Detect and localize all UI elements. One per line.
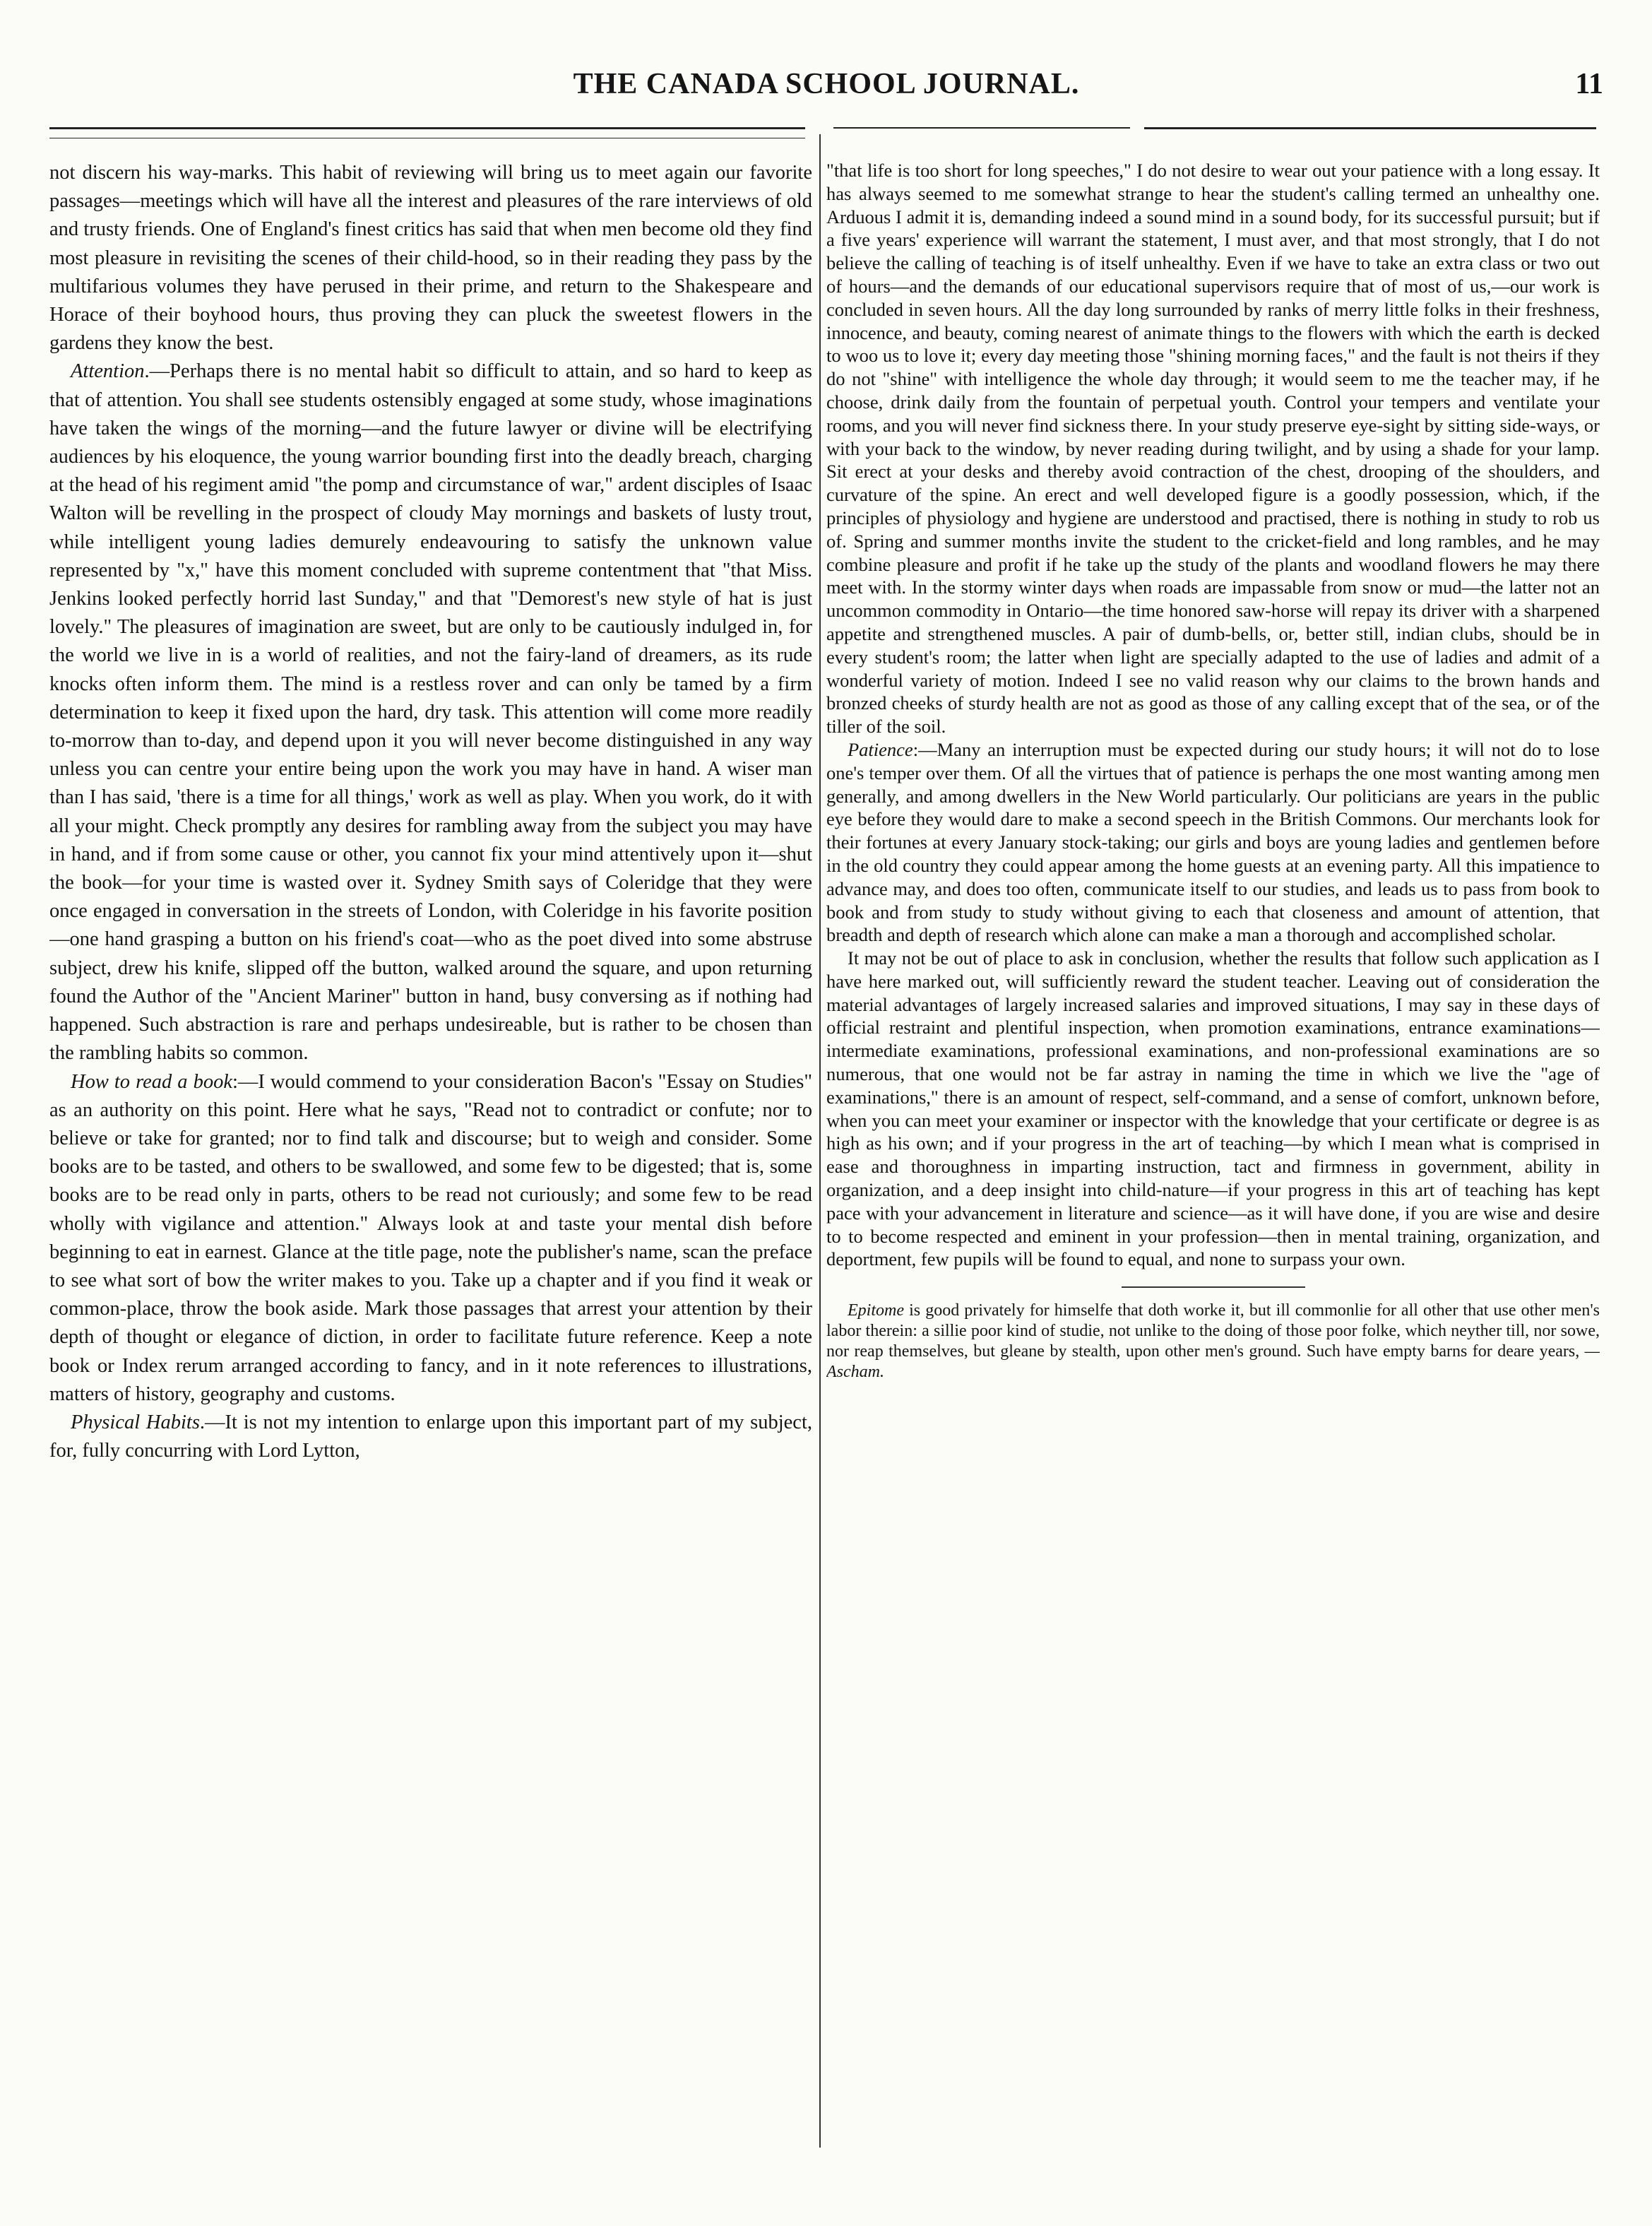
column-divider (819, 134, 821, 2148)
patience-heading: Patience (848, 738, 913, 760)
physical-habits-paragraph (49, 1409, 812, 1465)
left-paragraph-1: not discern his way-marks. This habit of reviewing will bring us to meet again our favorite passages—meetings which will have all the interest and pleasures of the rare interviews of old and trusty friends. One of England's finest critics has said that when men become old they find most pleasure in revisiting the scenes of their child-hood, so in their reading they pass by the multifarious volumes they have perused in their prime, and return to the Shakespeare and Horace of their boyhood hours, thus proving they can pluck the sweetest flowers in the gardens they know the best. (49, 162, 812, 355)
how-to-read-body: :—I would commend to your consideration Bacon's "Essay on Studies" as an authority on this point. Here what he says, "Read not to contradict or confute; nor to believe or take for granted; nor to find talk and discourse; but to weigh and consider. Some books are to be tasted, and others to be swallowed, and some few to be digested; that is, some books are to be read only in parts, others to be read not curiously; and some few to be read wholly with vigilance and attention." Always look at and taste your mental dish before beginning to eat in earnest. Glance at the title page, note the publisher's name, scan the preface to see what sort of bow the writer makes to you. Take up a chapter and if you find it weak or common-place, throw the book aside. Mark those passages that arrest your attention by their depth of thought or elegance of diction, in order to facilitate future reference. Keep a note book or Index rerum arranged according to fancy, and in it note references to illustrations, matters of history, geography and customs. (49, 1070, 812, 1405)
epitome-body: is good privately for himselfe that doth worke it, but ill commonlie for all other that use other men's labor therein: a sillie poor kind of studie, not unlike to the doing of those poor folke, which neyther till, nor sowe, nor reap themselves, but gleane by stealth, upon other men's ground. Such have empty barns for deare years, (826, 1301, 1600, 1361)
page-header (42, 67, 1610, 109)
epitome-quote (826, 1301, 1600, 1383)
left-column (49, 159, 812, 2148)
header-rule-mid (833, 127, 1130, 129)
conclusion-paragraph: It may not be out of place to ask in conclusion, whether the results that follow such application as I have here marked out, will sufficiently reward the student teacher. Leaving out of consideration the material advantages of largely increased salaries and improved situations, I may say in these days of official restraint and plentiful inspection, when promotion examinations, entrance examinations—intermediate examinations, professional examinations, and non-professional examinations are so numerous, that one would not be far astray in naming the time in which we live the "age of examinations," there is an amount of respect, self-command, and a sense of comfort, unknown before, when you can meet your examiner or inspector with the knowledge that your certificate or degree is as high as his own; and if your progress in the art of teaching—by which I mean what is comprised in ease and thoroughness in imparting instruction, tact and firmness in government, ability in organization, and a deep insight into child-nature—if your progress in this art of teaching has kept pace with your advancement in literature and science—as it will have done, if you are wise and desire to to become respected and eminent in your profession—then in mental training, organization, and deportment, few pupils will be found to equal, and none to surpass your own. (826, 947, 1600, 1270)
journal-title: THE CANADA SCHOOL JOURNAL. (573, 68, 1080, 100)
how-to-read-paragraph (49, 1068, 812, 1409)
attention-heading: Attention (71, 360, 145, 383)
quote-divider (1122, 1286, 1305, 1288)
page-number: 11 (1575, 68, 1603, 100)
header-rule-left (49, 127, 805, 129)
physical-habits-heading: Physical Habits (71, 1411, 200, 1433)
header-rule-right (1144, 127, 1596, 129)
epitome-heading: Epitome (848, 1301, 904, 1320)
right-column (826, 159, 1600, 2148)
right-paragraph-1: "that life is too short for long speeches," I do not desire to wear out your patience with a long essay. It has always seemed to me somewhat strange to hear the student's calling termed an unhealthy one. Arduous I admit it is, demanding indeed a sound mind in a sound body, for its successful pursuit; but if a five years' experience will warrant the statement, I must aver, and that most strongly, that I do not believe the calling of teaching is of itself unhealthy. Even if we have to take an extra class or two out of hours—and the demands of our educational supervisors require that of most of us,—our work is concluded in seven hours. All the day long surrounded by ranks of merry little folks in their freshness, innocence, and beauty, coming nearest of animate things to the flowers with which the earth is decked to woo us to love it; every day meeting those "shining morning faces," and the fault is not theirs if they do not "shine" with intelligence the whole day through; it would seem to me the teacher may, if he choose, drink daily from the fountain of perpetual youth. Control your tempers and ventilate your rooms, and you will never find sickness there. In your study preserve eye-sight by sitting side-ways, or with your back to the window, by never reading during twilight, and by using a shade for your lamp. Sit erect at your desks and thereby avoid contraction of the chest, drooping of the shoulders, and curvature of the spine. An erect and well developed figure is a goodly possession, which, if the principles of physiology and hygiene are understood and practised, there is nothing in study to rob us of. Spring and summer months invite the student to the cricket-field and long rambles, and he may combine pleasure and profit if he take up the study of the plants and woodland flowers he may there meet with. In the stormy winter days when roads are impassable from snow or mud—the latter not an uncommon commodity in Ontario—the time honored saw-horse will repay its driver with a sharpened appetite and strengthened muscles. A pair of dumb-bells, or, better still, indian clubs, should be in every student's room; the latter when light are specially adapted to the use of ladies and admit of a wonderful variety of motion. Indeed I see no valid reason why our claims to the brown hands and bronzed cheeks of sturdy health are not as good as those of any calling except that of the sea, or of the tiller of the soil. (826, 160, 1600, 738)
attention-paragraph (49, 357, 812, 1067)
patience-paragraph (826, 738, 1600, 947)
physical-habits-body: .—It is not my intention to enlarge upon this important part of my subject, for, fully concurring with Lord Lytton, (49, 1411, 812, 1462)
how-to-read-heading: How to read a book (71, 1070, 232, 1093)
attention-body: .—Perhaps there is no mental habit so difficult to attain, and so hard to keep as that of attention. You shall see students ostensibly engaged at some study, whose imaginations have taken the wings of the morning—and the future lawyer or divine will be electrifying audiences by his eloquence, the young warrior bounding first into the deadly breach, charging at the head of his regiment amid "the pomp and circumstance of war," ardent disciples of Isaac Walton will be revelling in the prospect of cloudy May mornings and baskets of lusty trout, while intelligent young ladies demurely endeavouring to satisfy the unknown value represented by "x," have this moment concluded with supreme contentment that "that Miss. Jenkins looked perfectly horrid last Sunday," and that "Demorest's new style of hat is just lovely." The pleasures of imagination are sweet, but are only to be cautiously indulged in, for the world we live in is a world of realities, and not the fairy-land of dreamers, as its rude knocks often inform them. The mind is a restless rover and can only be tamed by a firm determination to keep it fixed upon the hard, dry task. This attention will come more readily to-morrow than to-day, and depend upon it you will never become distinguished in any way unless you can centre your entire being upon the work you may have in hand. A wiser man than I has said, 'there is a time for all things,' work as well as play. When you work, do it with all your might. Check promptly any desires for rambling away from the subject you may have in hand, and if from some cause or other, you cannot fix your mind attentively upon it—shut the book—for your time is wasted over it. Sydney Smith says of Coleridge that they were once engaged in conversation in the streets of London, with Coleridge in his favorite position—one hand grasping a button on his friend's coat—who as the poet dived into some abstruse subject, drew his knife, slipped off the button, walked around the square, and upon returning found the Author of the "Ancient Mariner" button in hand, busy conversing as if nothing had happened. Such abstraction is rare and perhaps undesireable, but is rather to be chosen than the rambling habits so common. (49, 360, 812, 1065)
patience-body: :—Many an interruption must be expected during our study hours; it will not do to lose one's temper over them. Of all the virtues that of patience is perhaps the one most wanting among men generally, and among dwellers in the New World particularly. Our politicians are years in the public eye before they would dare to make a second speech in the British Commons. Our merchants look for their fortunes at every January stock-taking; our girls and boys are young ladies and gentlemen before in the old country they could appear among the home guests at an evening party. All this impatience to advance may, and does too often, communicate itself to our studies, and leads us to pass from book to book and from study to study without giving to each that closeness and amount of attention, that breadth and depth of research which alone can make a man a thorough and accomplished scholar. (826, 738, 1600, 946)
epitome-attribution: —Ascham. (826, 1342, 1600, 1382)
